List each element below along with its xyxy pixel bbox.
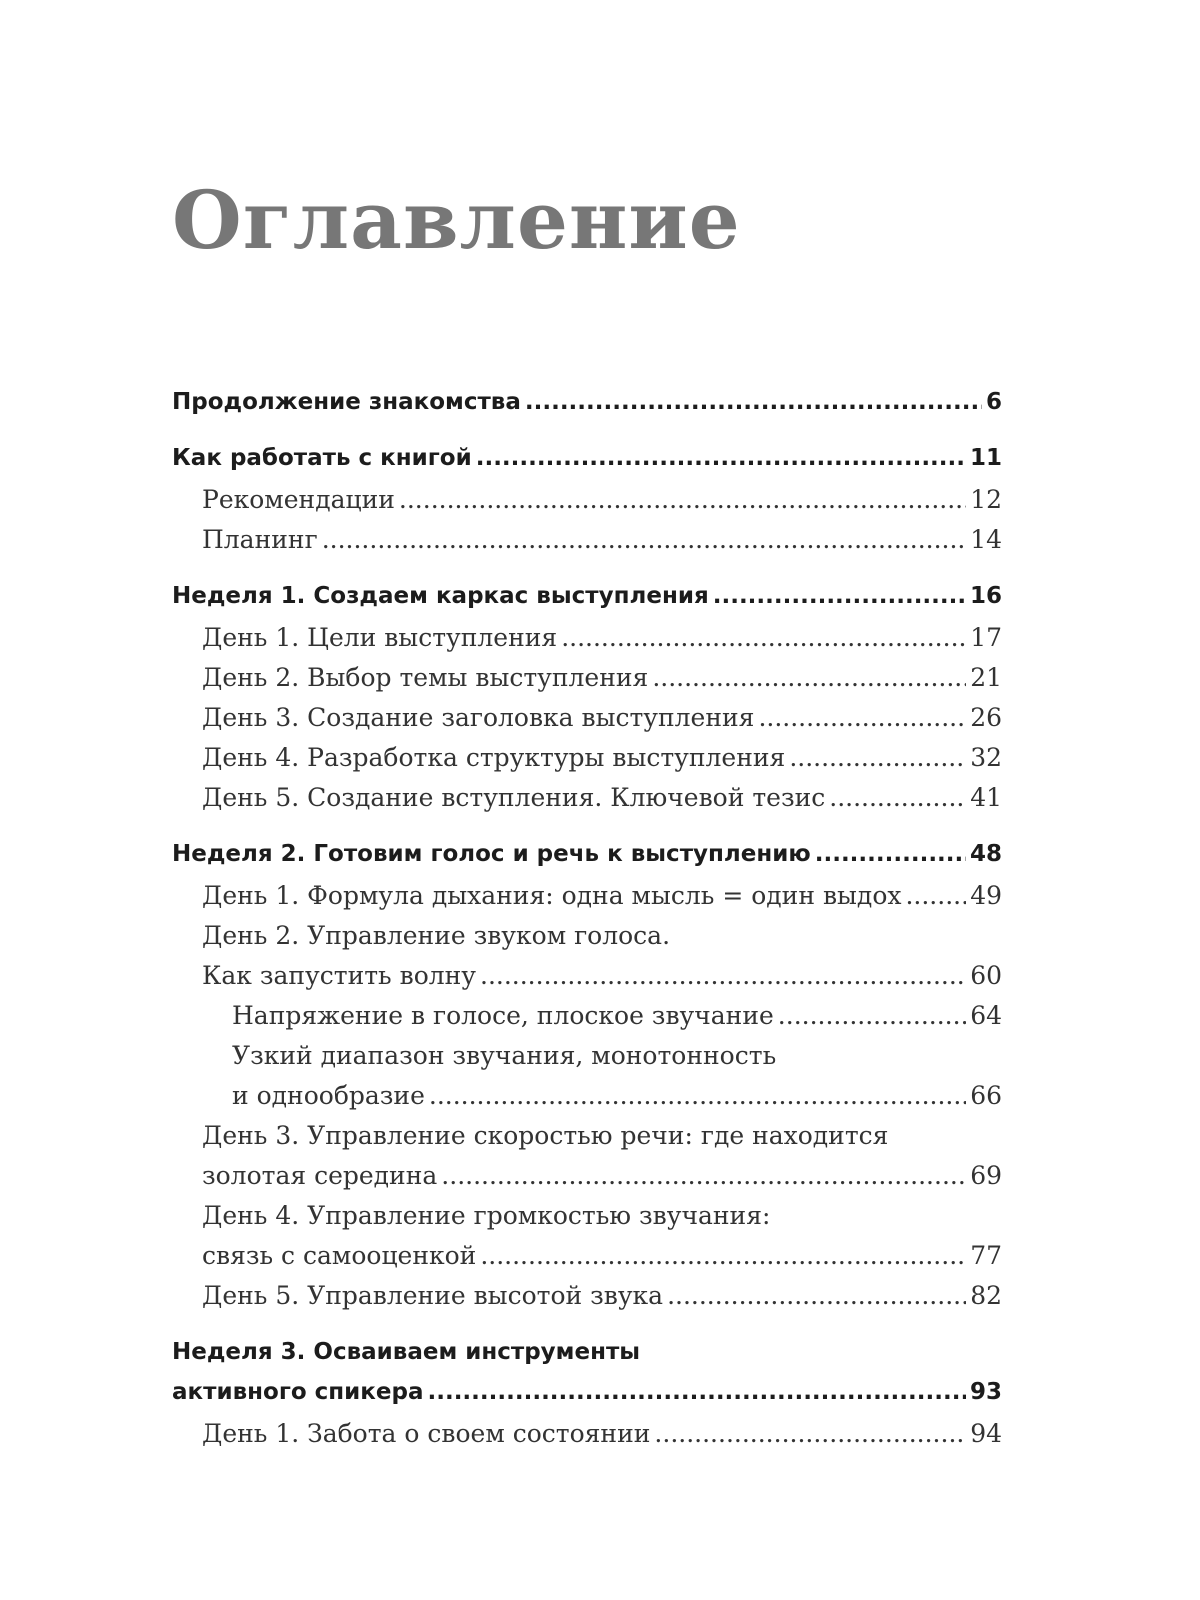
toc-entry-title: золотая середина: [202, 1161, 438, 1190]
toc-entry-line: [202, 698, 1002, 738]
toc-entry-line: [172, 382, 1002, 422]
toc-entry-line: [202, 1276, 1002, 1316]
toc-entry[interactable]: [172, 438, 1002, 478]
page-number: 48: [969, 841, 1002, 867]
toc-entry-title: День 3. Создание заголовка выступления: [202, 703, 755, 732]
toc-entry-line: [232, 1036, 1002, 1076]
dot-leader: [652, 658, 966, 698]
toc-entry-title: Как запустить волну: [202, 961, 476, 990]
dot-leader: [525, 382, 982, 422]
table-of-contents: [172, 382, 1002, 1454]
dot-leader: [789, 738, 966, 778]
dot-leader: [778, 996, 966, 1036]
toc-entry-title: связь с самооценкой: [202, 1241, 477, 1270]
toc-entry-title: Планинг: [202, 525, 318, 554]
toc-entry-line: [202, 658, 1002, 698]
dot-leader: [905, 876, 966, 916]
page-number: 60: [970, 961, 1002, 990]
page-number: 12: [970, 485, 1002, 514]
toc-entry-title: День 5. Создание вступления. Ключевой тезис: [202, 783, 826, 812]
page-number: 69: [970, 1161, 1002, 1190]
page-number: 11: [969, 445, 1002, 471]
toc-entry-title: День 1. Забота о своем состоянии: [202, 1419, 651, 1448]
page-number: 21: [970, 663, 1002, 692]
dot-leader: [758, 698, 966, 738]
toc-entry-title: Напряжение в голосе, плоское звучание: [232, 1001, 774, 1030]
toc-entry[interactable]: [172, 576, 1002, 616]
toc-entry[interactable]: [172, 738, 1002, 778]
toc-entry-title: День 2. Управление звуком голоса.: [202, 921, 671, 950]
dot-leader: [476, 438, 966, 478]
toc-entry[interactable]: [172, 996, 1002, 1036]
dot-leader: [322, 520, 967, 560]
toc-entry-line: [202, 956, 1002, 996]
toc-entry-line: [202, 738, 1002, 778]
toc-entry[interactable]: [172, 1036, 1002, 1116]
page-number: 32: [970, 743, 1002, 772]
dot-leader: [429, 1076, 966, 1116]
toc-entry[interactable]: [172, 698, 1002, 738]
page-number: 17: [970, 623, 1002, 652]
toc-entry-line: [202, 876, 1002, 916]
toc-entry-line: [202, 916, 1002, 956]
toc-entry[interactable]: [172, 1414, 1002, 1454]
toc-entry-line: [232, 1076, 1002, 1116]
page-number: 16: [969, 583, 1002, 609]
toc-entry[interactable]: [172, 1332, 1002, 1412]
dot-leader: [713, 576, 966, 616]
toc-entry[interactable]: [172, 382, 1002, 422]
toc-entry-title: Неделя 1. Создаем каркас выступления: [172, 583, 709, 609]
toc-entry-line: [202, 778, 1002, 818]
toc-entry-title: День 4. Разработка структуры выступления: [202, 743, 786, 772]
toc-entry-line: [202, 1156, 1002, 1196]
toc-entry-line: [172, 834, 1002, 874]
toc-entry-title: Рекомендации: [202, 485, 395, 514]
page-number: 64: [970, 1001, 1002, 1030]
page-number: 14: [970, 525, 1002, 554]
page-number: 41: [970, 783, 1002, 812]
dot-leader: [480, 1236, 966, 1276]
toc-entry-title: Продолжение знакомства: [172, 389, 521, 415]
page-number: 66: [970, 1081, 1002, 1110]
toc-entry-title: День 1. Формула дыхания: одна мысль = один выдох: [202, 881, 902, 910]
dot-leader: [441, 1156, 966, 1196]
page-number: 77: [970, 1241, 1002, 1270]
dot-leader: [480, 956, 966, 996]
toc-entry-title: День 3. Управление скоростью речи: где находится: [202, 1121, 889, 1150]
dot-leader: [561, 618, 966, 658]
toc-entry[interactable]: [172, 480, 1002, 520]
dot-leader: [654, 1414, 966, 1454]
dot-leader: [667, 1276, 966, 1316]
toc-entry[interactable]: [172, 1276, 1002, 1316]
toc-entry[interactable]: [172, 1196, 1002, 1276]
page-number: 93: [969, 1379, 1002, 1405]
toc-entry-line: [202, 1414, 1002, 1454]
toc-entry-title: активного спикера: [172, 1379, 424, 1405]
toc-entry-line: [232, 996, 1002, 1036]
toc-entry-title: Как работать с книгой: [172, 445, 472, 471]
toc-entry[interactable]: [172, 778, 1002, 818]
toc-entry[interactable]: [172, 916, 1002, 996]
page-number: 6: [985, 389, 1002, 415]
toc-entry-title: Неделя 2. Готовим голос и речь к выступлению: [172, 841, 811, 867]
toc-entry-title: и однообразие: [232, 1081, 425, 1110]
dot-leader: [829, 778, 966, 818]
toc-entry-title: Узкий диапазон звучания, монотонность: [232, 1041, 777, 1070]
page-number: 26: [970, 703, 1002, 732]
toc-entry-title: День 5. Управление высотой звука: [202, 1281, 664, 1310]
dot-leader: [815, 834, 966, 874]
toc-entry-title: День 4. Управление громкостью звучания:: [202, 1201, 771, 1230]
toc-entry-line: [172, 1372, 1002, 1412]
toc-entry-line: [172, 576, 1002, 616]
toc-entry-line: [202, 1236, 1002, 1276]
toc-entry[interactable]: [172, 658, 1002, 698]
toc-entry[interactable]: [172, 618, 1002, 658]
page-number: 94: [970, 1419, 1002, 1448]
toc-entry-title: День 2. Выбор темы выступления: [202, 663, 649, 692]
toc-entry-line: [202, 480, 1002, 520]
toc-entry-title: День 1. Цели выступления: [202, 623, 558, 652]
dot-leader: [427, 1372, 966, 1412]
toc-entry-line: [172, 1332, 1002, 1372]
toc-entry-line: [172, 438, 1002, 478]
toc-entry-title: Неделя 3. Осваиваем инструменты: [172, 1339, 641, 1365]
toc-entry[interactable]: [172, 876, 1002, 916]
toc-entry-line: [202, 1196, 1002, 1236]
toc-entry[interactable]: [172, 520, 1002, 560]
toc-entry-line: [202, 520, 1002, 560]
toc-entry-line: [202, 1116, 1002, 1156]
toc-entry[interactable]: [172, 834, 1002, 874]
toc-entry-line: [202, 618, 1002, 658]
dot-leader: [399, 480, 966, 520]
page-title: Оглавление: [172, 173, 741, 267]
toc-entry[interactable]: [172, 1116, 1002, 1196]
page-number: 82: [970, 1281, 1002, 1310]
page-number: 49: [970, 881, 1002, 910]
